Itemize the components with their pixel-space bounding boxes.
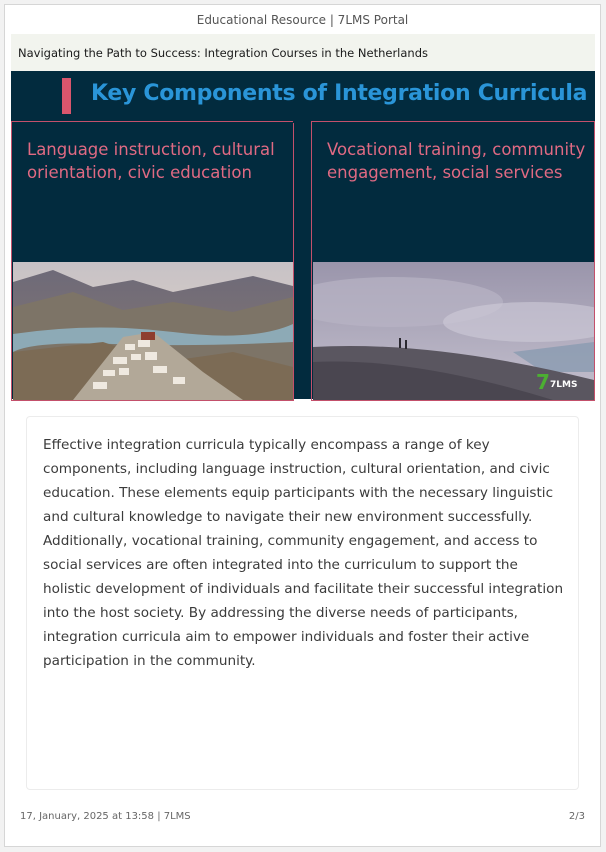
page-number: 2/3 [568, 811, 585, 822]
portal-header: Educational Resource | 7LMS Portal [196, 13, 409, 27]
mountain-monastery-icon [13, 262, 293, 400]
content-body: Effective integration curricula typically encompass a range of key components, including language instruction, cultural orientation, and civic education. These elements equip participants with the necessary linguistic and cultural knowledge to navigate their new environment successfully. Additionally, vocational training, community engagement, and access to social services are often integrated into the curriculum to support the holistic development of individuals and facilitate their successful integration into the host society. By addressing the diverse needs of participants, integration curricula aim to empower individuals and foster their active participation in the community. [43, 437, 564, 669]
footer-timestamp: 17, January, 2025 at 13:58 | 7LMS [20, 811, 191, 822]
slide-panel-right [311, 121, 595, 401]
svg-text:7: 7 [536, 370, 550, 394]
panel-right-text: Vocational training, community engagement, social services [327, 140, 586, 182]
panel-left-text: Language instruction, cultural orientation, civic education [27, 140, 275, 182]
slide [11, 71, 595, 399]
svg-text:7LMS: 7LMS [550, 380, 578, 390]
slide-panel-left [11, 121, 294, 401]
content-card [26, 416, 579, 790]
page [4, 4, 601, 847]
footer [5, 805, 600, 829]
7lms-logo [536, 370, 586, 394]
heading-accent-bar [62, 78, 71, 114]
slide-heading: Key Components of Integration Curricula [91, 81, 588, 106]
panel-divider [293, 121, 313, 123]
document-title: Navigating the Path to Success: Integration Courses in the Netherlands [11, 34, 595, 72]
